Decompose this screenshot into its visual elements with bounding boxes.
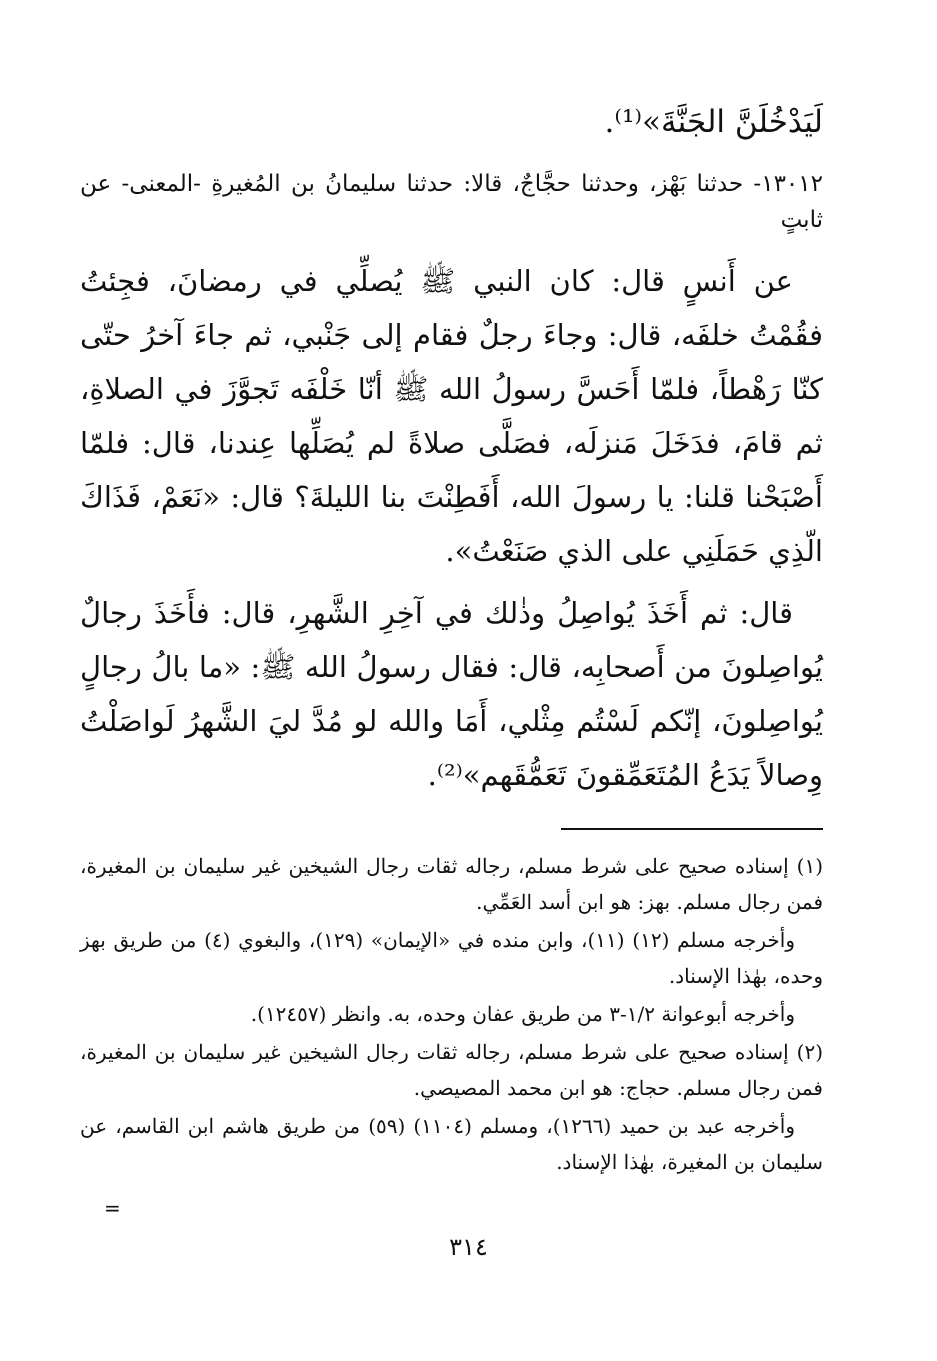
- footnote-2: (٢) إسناده صحيح على شرط مسلم، رجاله ثقات رجال الشيخين غير سليمان بن المغيرة، فمن رجال مسلم. حجاج: هو ابن محمد المصيصي.: [80, 1040, 823, 1100]
- footnote-1-see-also: وأخرجه أبوعوانة ١/٢-٣ من طريق عفان وحده، به. وانظر (١٢٤٥٧).: [250, 1002, 795, 1026]
- body-paragraph-1: عن أَنسٍ قال: كان النبي ﷺ يُصلِّي في رمضانَ، فجِئتُ فقُمْتُ خلفَه، قال: وجاءَ رجلٌ فقام إلى جَنْبي، ثم جاءَ آخرُ حتّى كنّا رَهْطاً، فلمّا أَحَسَّ رسولُ الله ﷺ أنّا خَلْفَه تَجوَّزَ في الصلاةِ، ثم قامَ، فدَخَلَ مَنزلَه، فصَلَّى صلاةً لم يُصَلِّها عِندنا، قال: فلمّا أَصْبَحْنا قلنا: يا رسولَ الله، أَفَطِنْتَ بنا الليلةَ؟ قال: «نَعَمْ، فَذَاكَ الّذِي حَمَلَنِي على الذي صَنَعْتُ».: [80, 264, 823, 568]
- hadith-header: ١٣٠١٢- حدثنا بَهْز، وحدثنا حجَّاجٌ، قالا: حدثنا سليمانُ بن المُغيرةِ -المعنى- عن ثابتٍ: [80, 171, 823, 233]
- footnote-2-source: وأخرجه عبد بن حميد (١٢٦٦)، ومسلم (١١٠٤) (٥٩) من طريق هاشم ابن القاسم، عن سليمان بن المغيرة، بهٰذا الإسناد.: [80, 1114, 823, 1174]
- footnote-divider: [561, 828, 823, 830]
- body-paragraph-2: قال: ثم أَخَذَ يُواصِلُ وذٰلك في آخِرِ الشَّهرِ، قال: فأَخَذَ رجالٌ يُواصِلونَ من أَصحابِه، قال: فقال رسولُ الله ﷺ: «ما بالُ رجالٍ يُواصِلونَ، إنّكم لَسْتُم مِثْلي، أَمَا والله لو مُدَّ ليَ الشَّهرُ لَواصَلْتُ وِصالاً يَدَعُ المُتَعَمِّقونَ تَعَمُّقَهم»⁽²⁾.: [80, 596, 823, 792]
- continuation-mark: =: [104, 1196, 121, 1220]
- page-number: ٣١٤: [449, 1233, 488, 1261]
- opening-line: لَيَدْخُلَنَّ الجَنَّةَ»⁽¹⁾.: [604, 104, 823, 140]
- page-content: [80, 100, 823, 1182]
- footnote-1-source: وأخرجه مسلم (١٢) (١١)، وابن منده في «الإيمان» (١٢٩)، والبغوي (٤) من طريق بهز وحده، بهٰذا الإسناد.: [80, 928, 823, 988]
- footnote-1: (١) إسناده صحيح على شرط مسلم، رجاله ثقات رجال الشيخين غير سليمان بن المغيرة، فمن رجال مسلم. بهز: هو ابن أسد العَمِّي.: [80, 854, 823, 914]
- footnotes: [80, 848, 823, 1180]
